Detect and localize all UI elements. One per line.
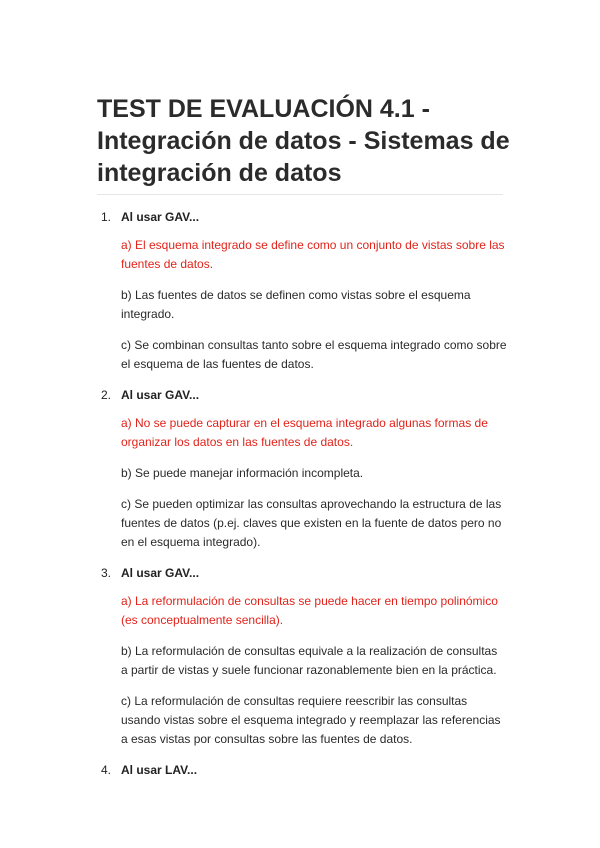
option-a-correct: a) El esquema integrado se define como un conjunto de vistas sobre las fuentes de datos. bbox=[121, 238, 505, 271]
question-number: 4. bbox=[101, 763, 112, 777]
option-b: b) La reformulación de consultas equivale a la realización de consultas a partir de vistas y suele funcionar razonablemente bien en la práctica. bbox=[121, 644, 498, 677]
option-b: b) Se puede manejar información incompleta. bbox=[121, 466, 364, 480]
option-b: b) Las fuentes de datos se definen como vistas sobre el esquema integrado. bbox=[121, 288, 471, 321]
question-title: Al usar GAV... bbox=[121, 566, 200, 580]
question-2 bbox=[97, 386, 507, 552]
question-title: Al usar GAV... bbox=[121, 210, 200, 224]
question-title: Al usar GAV... bbox=[121, 388, 200, 402]
question-list bbox=[97, 208, 507, 791]
question-number: 1. bbox=[101, 210, 112, 224]
question-number: 3. bbox=[101, 566, 112, 580]
question-3 bbox=[97, 564, 507, 749]
option-c: c) Se pueden optimizar las consultas aprovechando la estructura de las fuentes de datos (p.ej. claves que existen en la fuente de datos pero no en el esquema integrado). bbox=[121, 497, 502, 549]
question-title: Al usar LAV... bbox=[121, 763, 198, 777]
question-4 bbox=[97, 761, 507, 780]
option-c: c) Se combinan consultas tanto sobre el esquema integrado como sobre el esquema de las fuentes de datos. bbox=[121, 338, 507, 371]
option-c: c) La reformulación de consultas requiere reescribir las consultas usando vistas sobre el esquema integrado y reemplazar las referencias a esas vistas por consultas sobre las fuentes de datos. bbox=[121, 694, 501, 746]
page-title: TEST DE EVALUACIÓN 4.1 - Integración de datos - Sistemas de integración de datos bbox=[97, 95, 510, 187]
question-1 bbox=[97, 208, 507, 374]
title-divider bbox=[97, 194, 503, 195]
question-number: 2. bbox=[101, 388, 112, 402]
option-a-correct: a) La reformulación de consultas se puede hacer en tiempo polinómico (es conceptualmente sencilla). bbox=[121, 594, 498, 627]
option-a-correct: a) No se puede capturar en el esquema integrado algunas formas de organizar los datos en las fuentes de datos. bbox=[121, 416, 488, 449]
